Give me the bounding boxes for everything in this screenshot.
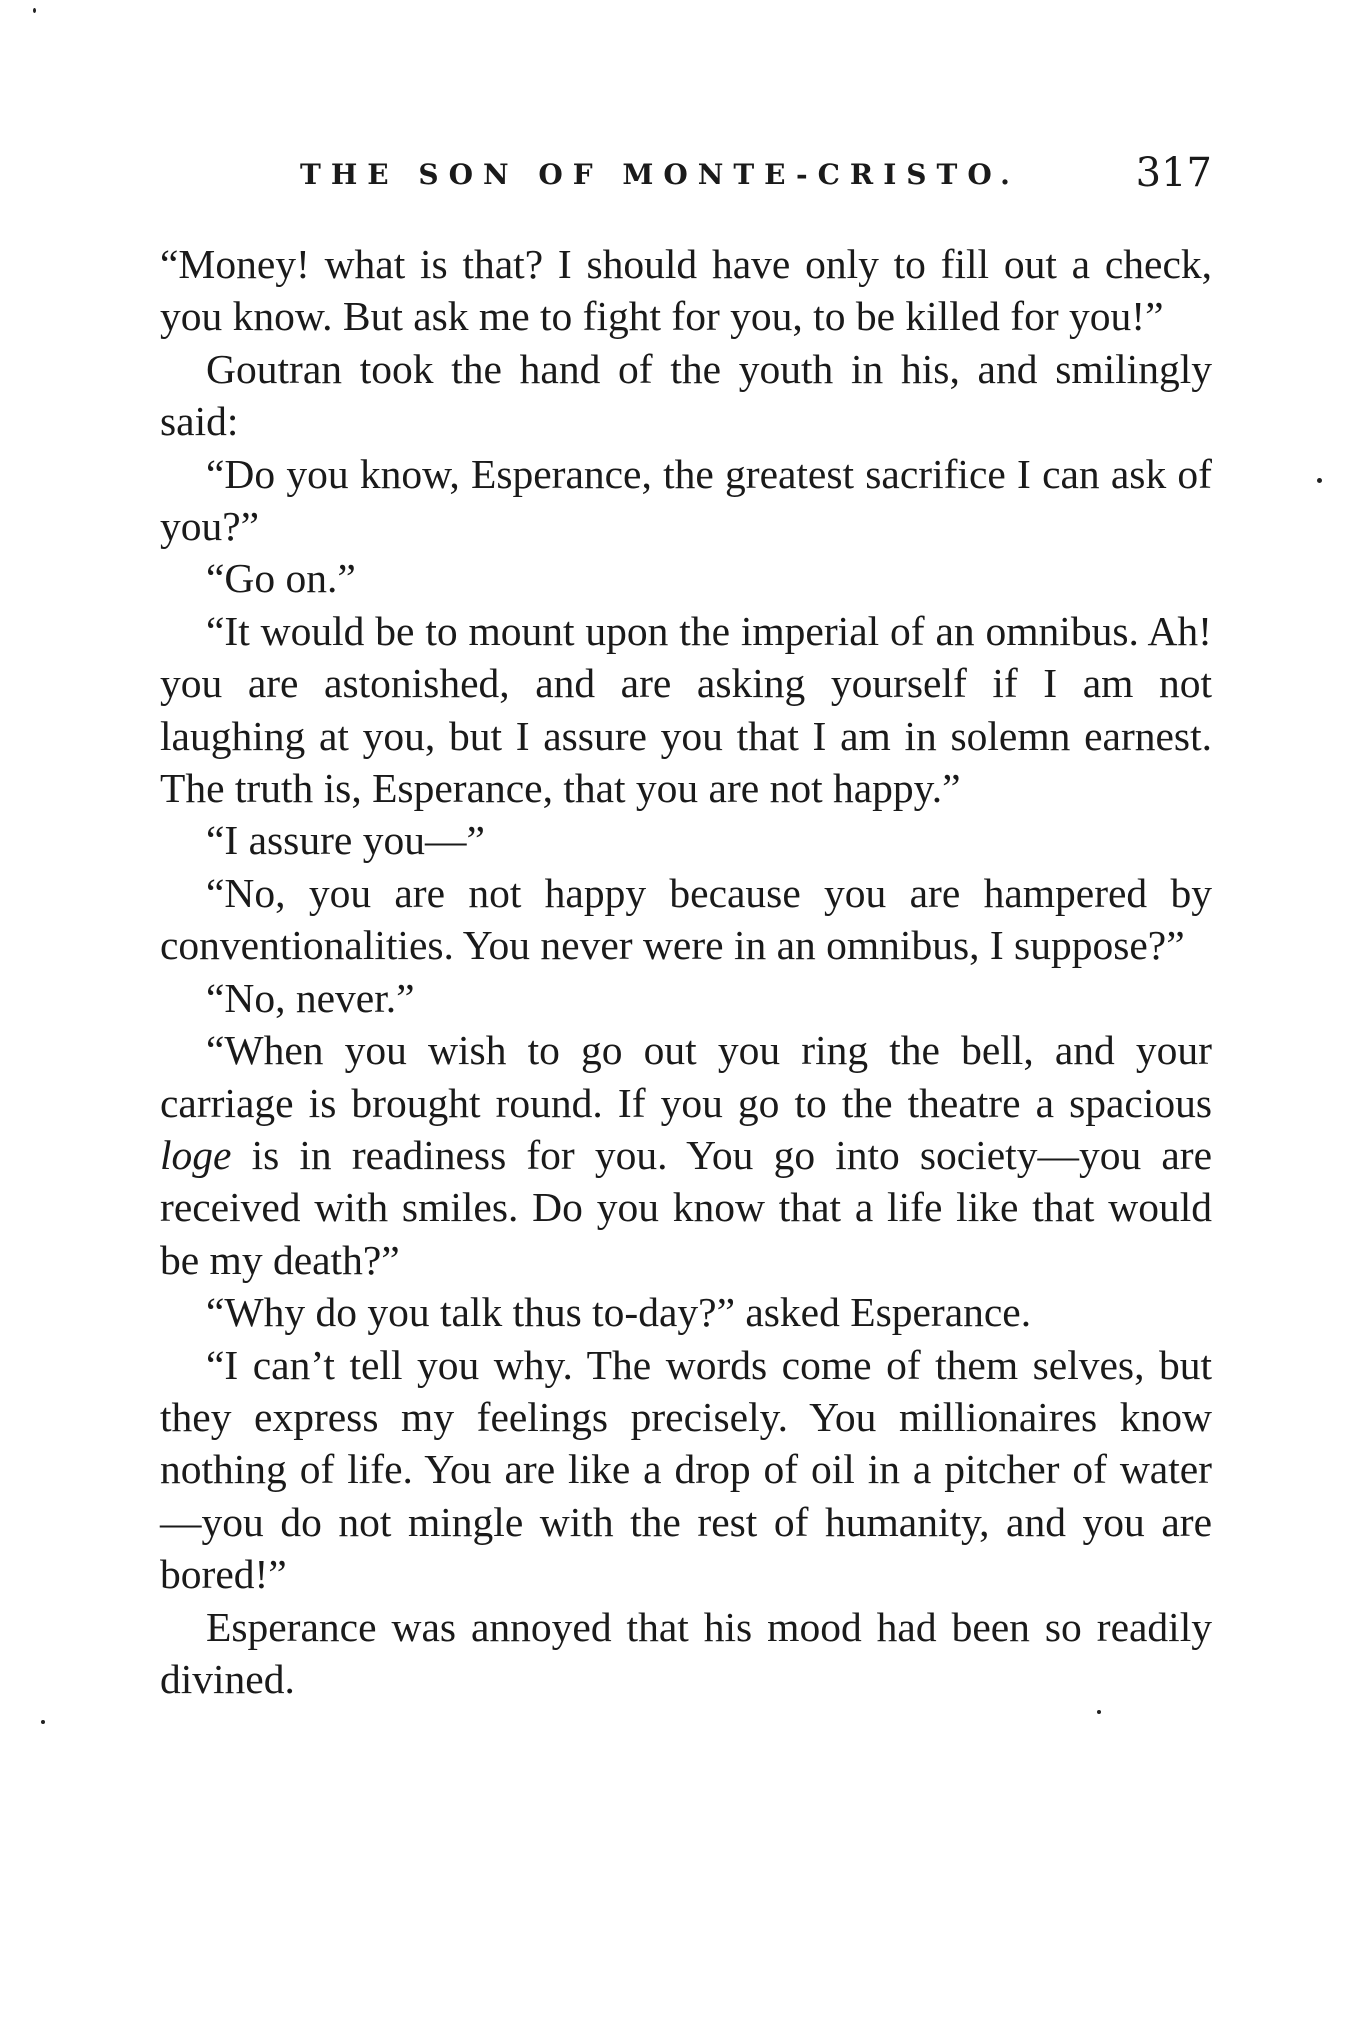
paragraph: “I can’t tell you why. The words come of them selves, but they express my feelings precisely. You millionaires know nothing of life. You are like a drop of oil in a pitcher of water—you do not mingle with the rest of humanity, and you are bored!”: [160, 1341, 1212, 1598]
paragraph: “Do you know, Esperance, the greatest sacrifice I can ask of you?”: [160, 450, 1212, 550]
paragraph: “I assure you—”: [206, 817, 485, 864]
paragraph: “Go on.”: [206, 555, 356, 602]
page-number: 317: [1135, 150, 1212, 196]
body-text: [160, 238, 1212, 1705]
margin-speck: [1317, 478, 1322, 483]
paragraph: “Why do you talk thus to-day?” asked Esperance.: [206, 1289, 1032, 1336]
running-head: [160, 150, 1212, 210]
paragraph: Esperance was annoyed that his mood had been so readily divined.: [160, 1603, 1212, 1702]
margin-speck: [41, 1720, 45, 1724]
paragraph: “It would be to mount upon the imperial of an omnibus. Ah! you are astonished, and are asking yourself if I am not laughing at you, but I assure you that I am in solemn earnest. The truth is, Esperance, that you are not happy.”: [160, 607, 1212, 812]
italic-word: loge: [160, 1131, 232, 1178]
book-page: [160, 150, 1212, 1705]
text-run: is in readiness for you. You go into society—you are received with smiles. Do you know that a life like that would be my death?”: [160, 1131, 1212, 1283]
paragraph: Goutran took the hand of the youth in his, and smilingly said:: [160, 345, 1212, 445]
paragraph: “No, never.”: [206, 974, 415, 1021]
paragraph-with-italic: [160, 1024, 1212, 1286]
margin-speck: [1097, 1710, 1101, 1714]
paragraph: “No, you are not happy because you are hampered by conventionalities. You never were in an omnibus, I suppose?”: [160, 869, 1212, 969]
margin-speck: [33, 8, 36, 13]
text-run: “When you wish to go out you ring the bell, and your carriage is brought round. If you go to the theatre a spacious: [160, 1027, 1212, 1126]
paragraph: “Money! what is that? I should have only to fill out a check, you know. But ask me to fight for you, to be killed for you!”: [160, 241, 1212, 340]
running-title: THE SON OF MONTE-CRISTO.: [300, 158, 1020, 191]
